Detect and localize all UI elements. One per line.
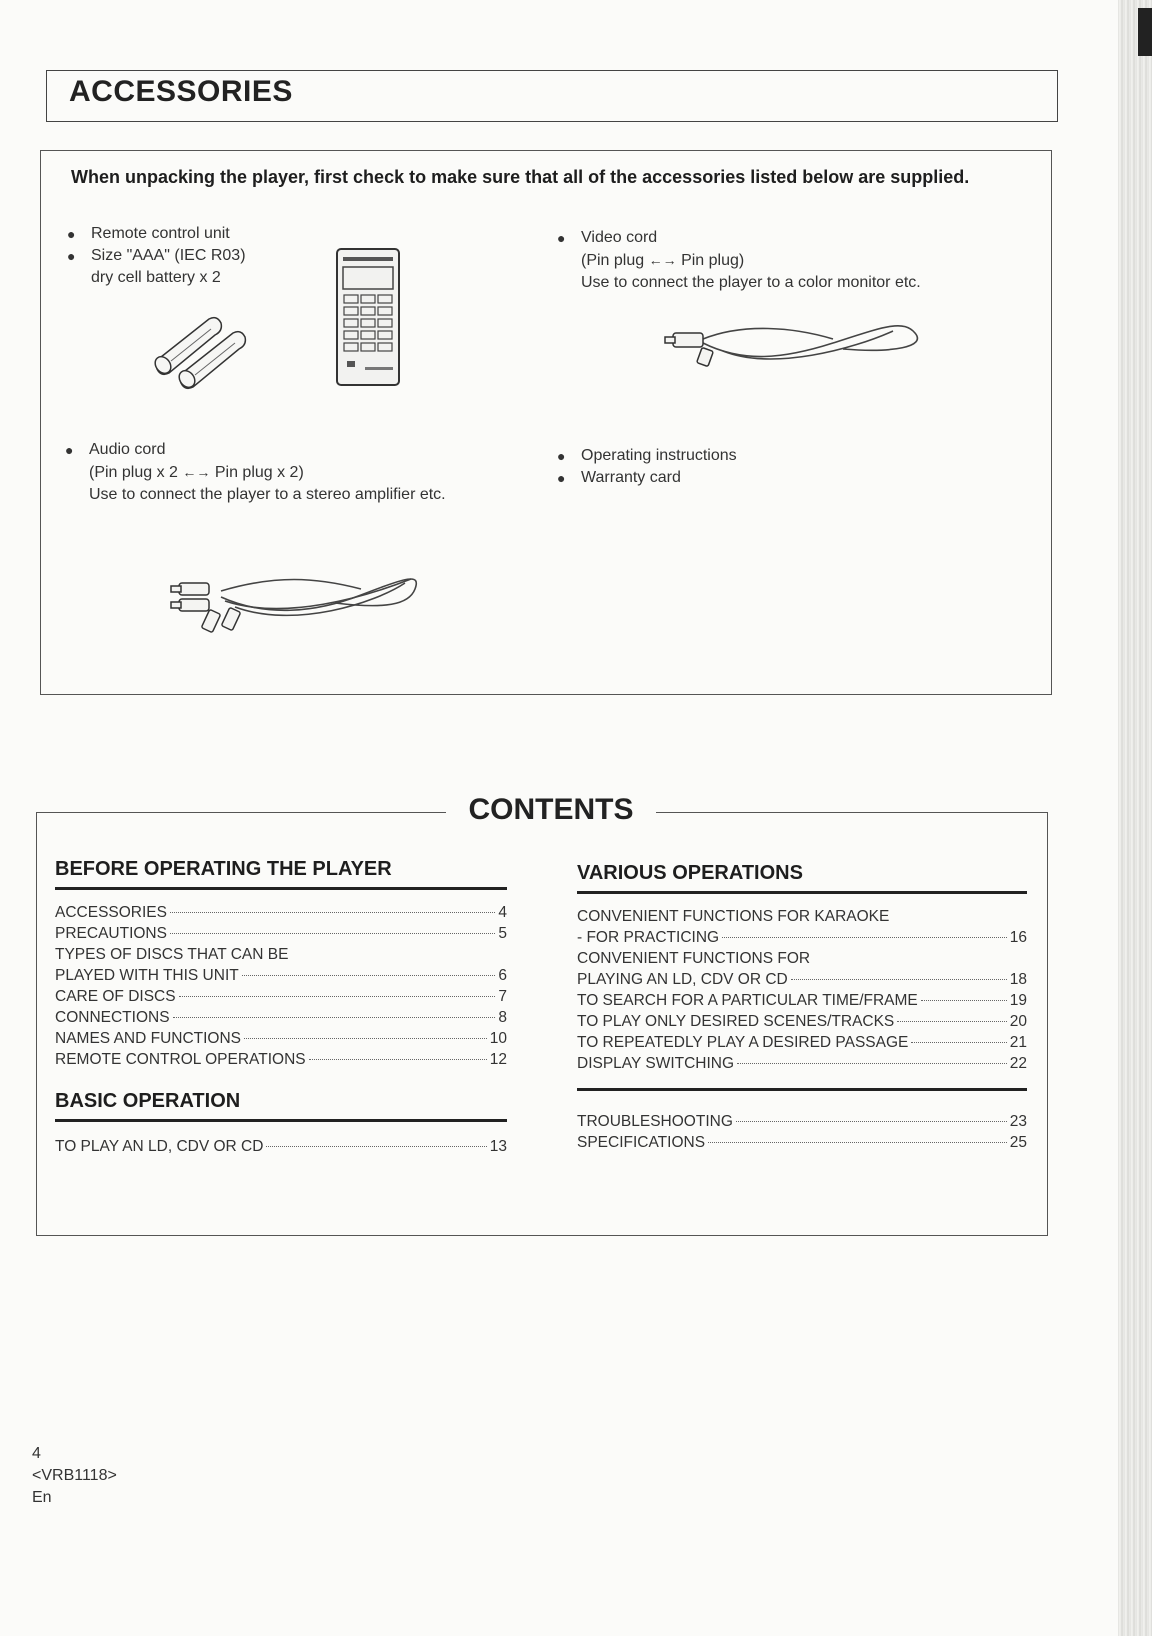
toc-label: CONNECTIONS [55,1009,170,1026]
toc-entry[interactable] [577,1053,1027,1074]
toc-label: TO SEARCH FOR A PARTICULAR TIME/FRAME [577,992,918,1009]
bullet-icon: ● [65,442,74,458]
accessories-header [46,70,1058,122]
toc-entry[interactable] [55,1136,507,1157]
other-list [577,1111,1027,1153]
toc-page: 8 [498,1009,507,1026]
audio-cord-icon [165,567,425,637]
toc-label: CONVENIENT FUNCTIONS FOR [577,950,811,967]
page-number: 4 [32,1445,41,1462]
audio-plug-right: Pin plug x 2) [214,464,304,481]
toc-label: REMOTE CONTROL OPERATIONS [55,1051,306,1068]
battery-icon [151,311,261,391]
section-rule [577,1088,1027,1091]
documents-item [557,445,737,489]
scan-edge [1118,0,1152,1636]
toc-entry[interactable] [577,1011,1027,1032]
video-plug-right: Pin plug) [681,252,745,269]
document-code: <VRB1118> [32,1467,117,1484]
toc-entry[interactable] [577,969,1027,990]
toc-page: 10 [489,1030,507,1047]
toc-page: 6 [498,967,507,984]
toc-page: 19 [1009,992,1027,1009]
toc-entry[interactable] [577,1032,1027,1053]
toc-label: CARE OF DISCS [55,988,176,1005]
toc-label: ACCESSORIES [55,904,167,921]
section-rule [55,1119,507,1122]
contents-box [36,812,1048,1236]
toc-page: 7 [498,988,507,1005]
toc-page: 5 [498,925,507,942]
scan-edge-mark [1138,8,1152,56]
toc-entry[interactable] [577,1111,1027,1132]
section-rule [577,891,1027,894]
toc-label: TROUBLESHOOTING [577,1113,733,1130]
video-cord-item [557,227,921,294]
remote-battery-item [67,223,246,289]
toc-page: 23 [1009,1113,1027,1130]
basic-operation-list [55,1136,507,1157]
toc-entry[interactable] [55,902,507,923]
contents-left-column [55,858,507,1157]
toc-page: 4 [498,904,507,921]
before-operating-list [55,902,507,1070]
video-cord-icon [663,313,923,373]
page-footer [32,1443,117,1509]
toc-label: - FOR PRACTICING [577,929,720,946]
toc-entry[interactable] [55,1049,507,1070]
video-plug-left: (Pin plug [581,252,645,269]
toc-entry[interactable] [577,927,1027,948]
battery-count-label: dry cell battery x 2 [91,269,221,286]
double-arrow-icon: ←→ [182,464,211,480]
toc-label: PLAYING AN LD, CDV OR CD [577,971,788,988]
remote-control-label: Remote control unit [91,225,230,242]
toc-page: 21 [1009,1034,1027,1051]
toc-entry[interactable] [55,1028,507,1049]
video-cord-desc: Use to connect the player to a color monitor etc. [581,274,921,291]
toc-entry-line1[interactable] [577,906,1027,927]
battery-size-label: Size "AAA" (IEC R03) [91,247,246,264]
warranty-card-label: Warranty card [581,469,681,486]
accessories-title: ACCESSORIES [69,75,293,108]
toc-entry-line1[interactable] [577,948,1027,969]
toc-label: TYPES OF DISCS THAT CAN BE [55,946,289,963]
bullet-icon: ● [557,470,566,486]
bullet-icon: ● [557,230,566,246]
accessories-intro: When unpacking the player, first check to make sure that all of the accessories listed below are supplied. [71,167,970,187]
remote-control-icon [335,247,401,387]
operating-instructions-label: Operating instructions [581,447,737,464]
various-operations-list [577,906,1027,1074]
toc-entry[interactable] [577,990,1027,1011]
section-rule [55,887,507,890]
toc-entry[interactable] [55,965,507,986]
bullet-icon: ● [67,248,76,264]
before-operating-heading: BEFORE OPERATING THE PLAYER [55,858,392,880]
toc-label: DISPLAY SWITCHING [577,1055,735,1072]
bullet-icon: ● [67,226,76,242]
toc-entry[interactable] [55,1007,507,1028]
various-operations-heading: VARIOUS OPERATIONS [577,862,803,884]
audio-cord-desc: Use to connect the player to a stereo amplifier etc. [89,486,446,503]
toc-page: 25 [1009,1134,1027,1151]
toc-label: TO REPEATEDLY PLAY A DESIRED PASSAGE [577,1034,909,1051]
contents-title: CONTENTS [468,793,634,826]
audio-cord-label: Audio cord [89,441,166,458]
toc-entry-line1[interactable] [55,944,507,965]
bullet-icon: ● [557,448,566,464]
double-arrow-icon: ←→ [648,252,677,268]
toc-page: 13 [489,1138,507,1155]
toc-page: 20 [1009,1013,1027,1030]
toc-label: SPECIFICATIONS [577,1134,706,1151]
toc-entry[interactable] [55,923,507,944]
audio-plug-left: (Pin plug x 2 [89,464,178,481]
toc-entry[interactable] [577,1132,1027,1153]
toc-label: NAMES AND FUNCTIONS [55,1030,242,1047]
toc-page: 18 [1009,971,1027,988]
toc-label: TO PLAY ONLY DESIRED SCENES/TRACKS [577,1013,895,1030]
toc-page: 16 [1009,929,1027,946]
video-cord-label: Video cord [581,229,658,246]
toc-entry[interactable] [55,986,507,1007]
accessories-box [40,150,1052,695]
toc-label: PRECAUTIONS [55,925,167,942]
language-code: En [32,1489,52,1506]
toc-page: 22 [1009,1055,1027,1072]
toc-label: CONVENIENT FUNCTIONS FOR KARAOKE [577,908,890,925]
toc-page: 12 [489,1051,507,1068]
toc-label: PLAYED WITH THIS UNIT [55,967,239,984]
contents-right-column [577,862,1027,1153]
toc-label: TO PLAY AN LD, CDV OR CD [55,1138,264,1155]
basic-operation-heading: BASIC OPERATION [55,1090,241,1112]
audio-cord-item [65,439,446,506]
